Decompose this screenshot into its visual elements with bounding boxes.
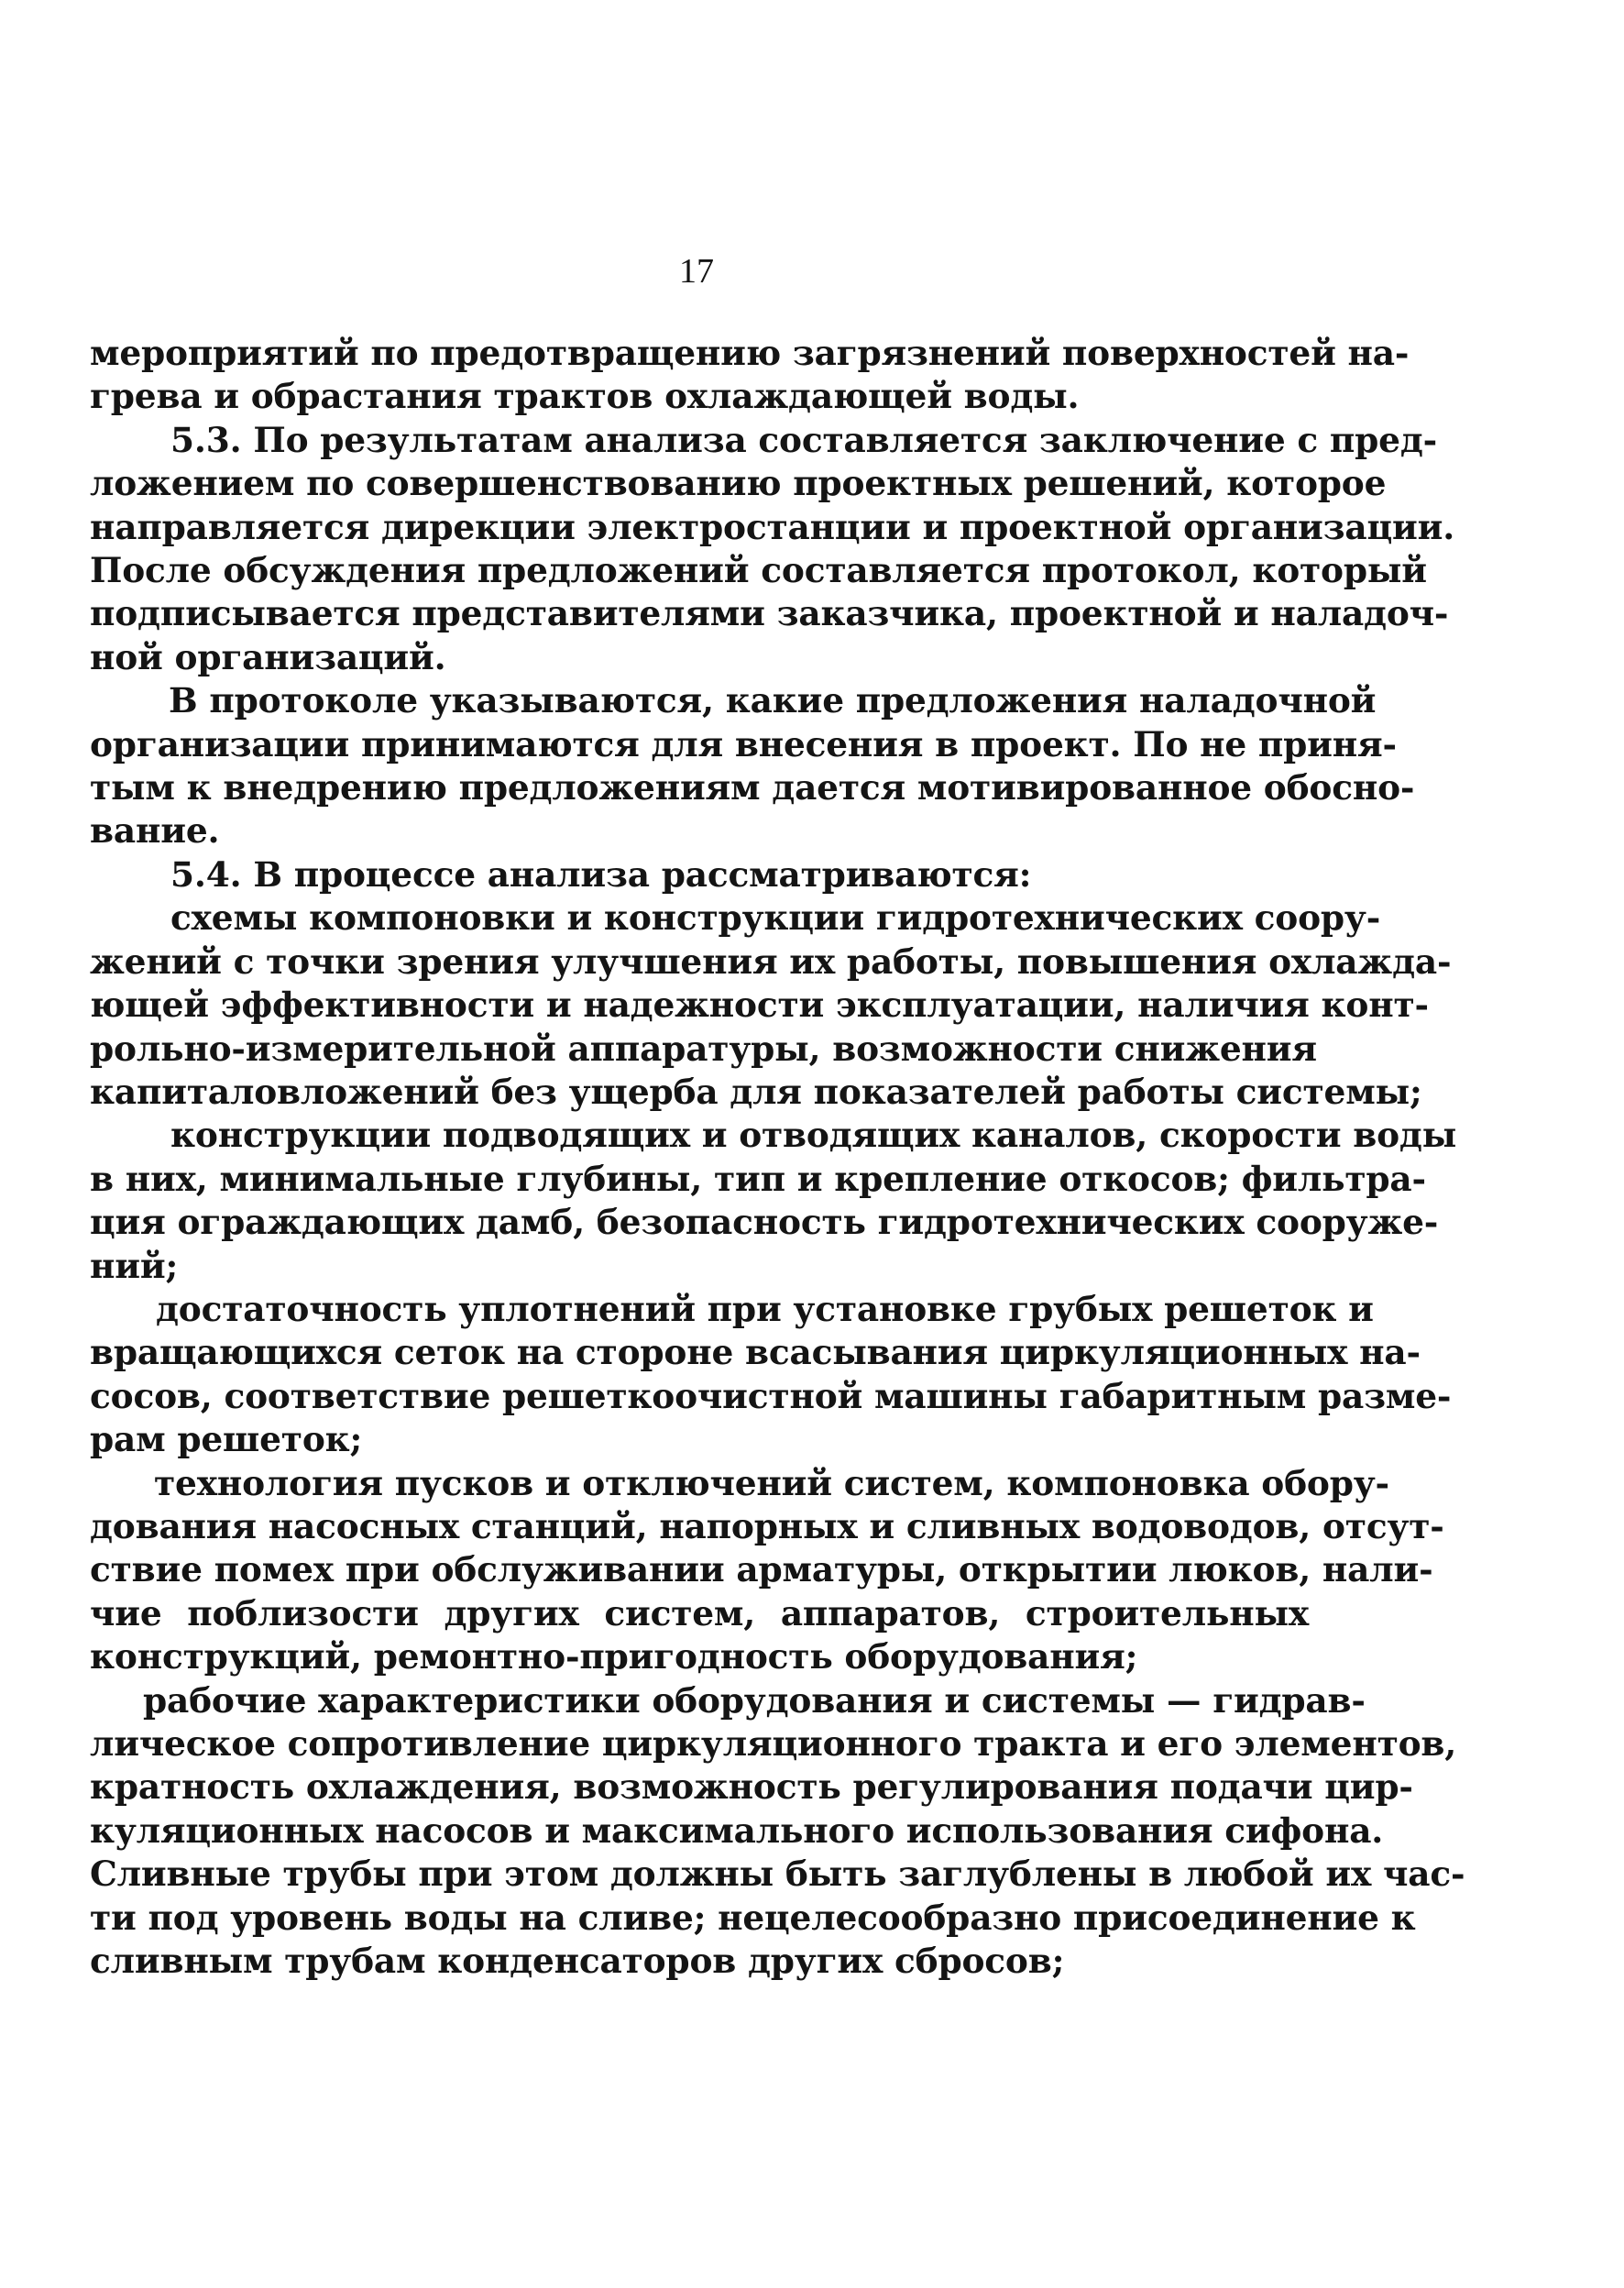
paragraph-5-3: 5.3. По результатам анализа составляется заключение с пред- — [170, 419, 1437, 460]
text-line: кратность охлаждения, возможность регулирования подачи цир- — [90, 1766, 1413, 1808]
text-line: конструкций, ремонтно-пригодность оборудования; — [90, 1636, 1138, 1678]
text-line: ющей эффективности и надежности эксплуатации, наличия конт- — [90, 984, 1429, 1026]
text-line: сливным трубам конденсаторов других сбросов; — [90, 1941, 1065, 1982]
text-line: чие поблизости других систем, аппаратов, строительных — [90, 1592, 1309, 1634]
text-line: дования насосных станций, напорных и сливных водоводов, отсут- — [90, 1505, 1444, 1546]
text-line: куляционных насосов и максимального использования сифона. — [90, 1810, 1384, 1851]
text-line: мероприятий по предотвращению загрязнений поверхностей на- — [90, 333, 1410, 373]
list-item: конструкции подводящих и отводящих каналов, скорости воды — [170, 1115, 1457, 1156]
text-line: направляется дирекции электростанции и проектной организации. — [90, 506, 1455, 547]
text-line: ложением по совершенствованию проектных решений, которое — [90, 463, 1387, 504]
text-line: рам решеток; — [90, 1419, 363, 1460]
paragraph-5-4: 5.4. В процессе анализа рассматриваются: — [170, 853, 1032, 895]
text-line: ний; — [90, 1245, 179, 1286]
list-item: технология пусков и отключений систем, компоновка обору- — [154, 1462, 1389, 1503]
list-item: схемы компоновки и конструкции гидротехнических соору- — [170, 897, 1381, 939]
text-line: сосов, соответствие решеткоочистной машины габаритным разме- — [90, 1375, 1452, 1416]
text-line: ти под уровень воды на сливе; нецелесообразно присоединение к — [90, 1897, 1416, 1938]
text-line: вращающихся сеток на стороне всасывания циркуляционных на- — [90, 1332, 1421, 1373]
list-item: рабочие характеристики оборудования и системы — гидрав- — [143, 1679, 1366, 1721]
text-line: капиталовложений без ущерба для показателей работы системы; — [90, 1071, 1422, 1112]
text-line: ной организаций. — [90, 636, 446, 677]
text-line: вание. — [90, 810, 220, 852]
text-line: рольно-измерительной аппаратуры, возможности снижения — [90, 1028, 1317, 1069]
text-line: тым к внедрению предложениям дается мотивированное обосно- — [90, 767, 1415, 808]
page-number: 17 — [679, 252, 714, 291]
list-item: достаточность уплотнений при установке грубых решеток и — [156, 1288, 1374, 1329]
text-line: в них, минимальные глубины, тип и крепление откосов; фильтра- — [90, 1158, 1426, 1199]
text-line: жений с точки зрения улучшения их работы, повышения охлажда- — [90, 940, 1452, 982]
body-text — [90, 332, 1465, 1983]
text-line: После обсуждения предложений составляется протокол, который — [90, 550, 1427, 591]
text-line: Сливные трубы при этом должны быть заглублены в любой их час- — [90, 1854, 1465, 1895]
text-line: подписывается представителями заказчика, проектной и наладоч- — [90, 593, 1449, 634]
text-line: организации принимаются для внесения в проект. По не приня- — [90, 723, 1397, 764]
text-line: грева и обрастания трактов охлаждающей воды. — [90, 376, 1080, 417]
text-line: ция ограждающих дамб, безопасность гидротехнических сооруже- — [90, 1202, 1439, 1243]
text-line: ствие помех при обслуживании арматуры, открытии люков, нали- — [90, 1549, 1433, 1590]
text-line: лическое сопротивление циркуляционного тракта и его элементов, — [90, 1723, 1457, 1764]
text-line: В протоколе указываются, какие предложения наладочной — [169, 680, 1377, 721]
